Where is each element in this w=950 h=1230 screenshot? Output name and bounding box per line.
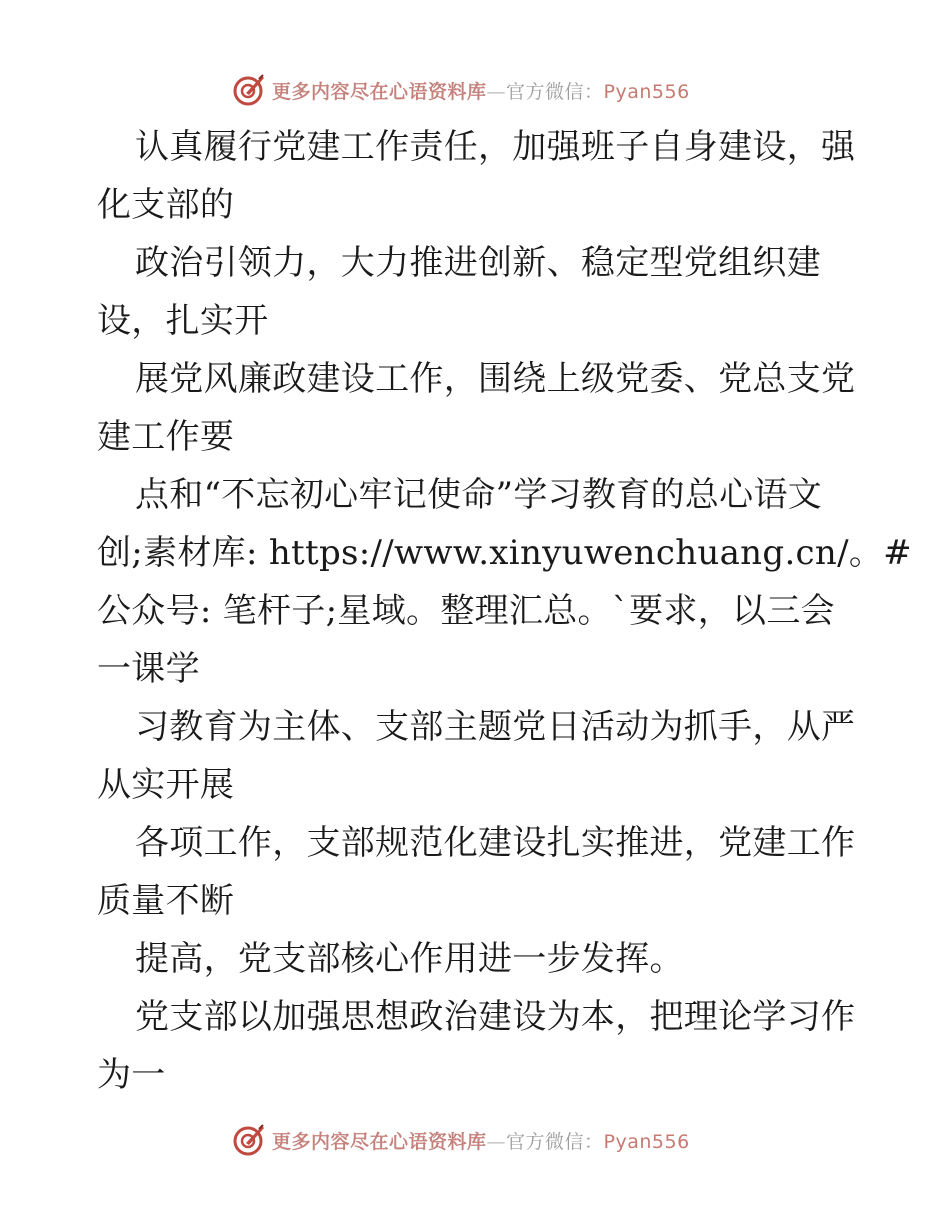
text-line-17: 为一 <box>97 1055 166 1095</box>
text-line-12: 从实开展 <box>97 765 235 805</box>
text-line-1: 认真履行党建工作责任，加强班子自身建设，强 <box>135 127 856 167</box>
text-line-8: 创;素材库: https://www.xinyuwenchuang.cn/。# <box>97 533 912 573</box>
header-watermark <box>232 72 690 108</box>
text-line-15: 提高，党支部核心作用进一步发挥。 <box>135 939 684 979</box>
text-line-5: 展党风廉政建设工作，围绕上级党委、党总支党 <box>135 359 856 399</box>
text-line-10: 一课学 <box>97 649 200 689</box>
text-line-3: 政治引领力，大力推进创新、稳定型党组织建 <box>135 243 821 283</box>
text-line-14: 质量不断 <box>97 881 235 921</box>
text-line-16: 党支部以加强思想政治建设为本，把理论学习作 <box>135 997 856 1037</box>
text-line-6: 建工作要 <box>97 417 235 457</box>
quill-logo-icon <box>232 1123 266 1157</box>
text-line-9: 公众号: 笔杆子;星域。整理汇总。`要求，以三会 <box>97 591 835 631</box>
watermark-site: 更多内容尽在心语资料库 <box>272 1130 487 1153</box>
watermark-wechat-id: Pyan556 <box>603 80 690 103</box>
footer-watermark <box>232 1122 690 1158</box>
watermark-wechat-label: 官方微信： <box>506 80 604 103</box>
watermark-wechat-label: 官方微信： <box>506 1130 604 1153</box>
watermark-separator: — <box>486 80 507 103</box>
text-line-2: 化支部的 <box>97 185 235 225</box>
text-line-13: 各项工作，支部规范化建设扎实推进，党建工作 <box>135 823 856 863</box>
quill-logo-icon <box>232 73 266 107</box>
watermark-site: 更多内容尽在心语资料库 <box>272 80 487 103</box>
text-line-4: 设，扎实开 <box>97 301 269 341</box>
watermark-text <box>272 1127 690 1154</box>
text-line-11: 习教育为主体、支部主题党日活动为抓手，从严 <box>135 707 856 747</box>
text-line-7: 点和“不忘初心牢记使命”学习教育的总心语文 <box>135 475 823 515</box>
document-body <box>97 118 912 1104</box>
watermark-separator: — <box>486 1130 507 1153</box>
watermark-wechat-id: Pyan556 <box>603 1130 690 1153</box>
watermark-text <box>272 77 690 104</box>
